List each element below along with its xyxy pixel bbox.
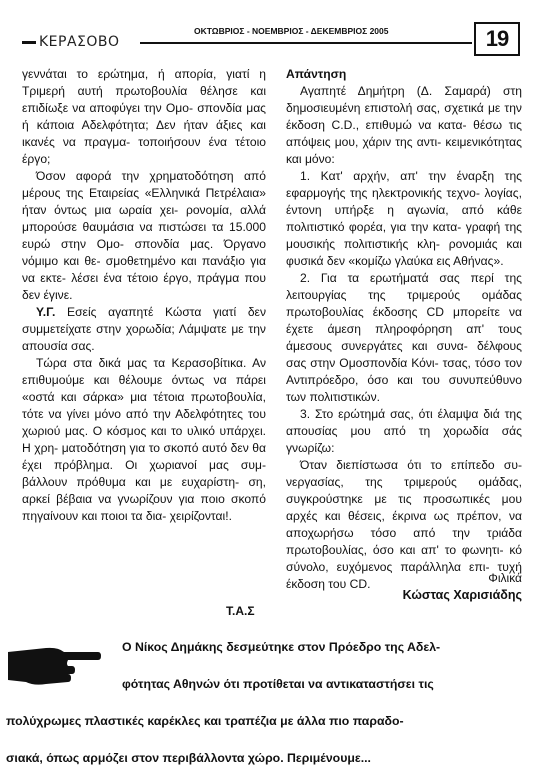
text-line: ρονομία, αλλά μπορούσε θαυμάσια να [22, 203, 266, 234]
text-line: με την απουσία σας. [22, 322, 266, 353]
text-line: πάρει «οστά και σάρκα» μια τέτοια [22, 373, 266, 404]
text-line: λειτουργίας της τριμερούς ομάδας [286, 288, 522, 302]
text-line: κό σύνολο, ευχόμενος παράλληλα επι- [286, 543, 522, 574]
header-rule [140, 42, 472, 44]
reply-heading: Απάντηση [286, 67, 347, 81]
right-paragraph-1 [286, 83, 522, 168]
issue-date: ΟΚΤΩΒΡΙΟΣ - ΝΟΕΜΒΡΙΟΣ - ΔΕΚΕΜΒΡΙΟΣ 2005 [194, 26, 389, 36]
text-line: του συνυπεύθυνο των πολιτιστικών. [286, 373, 522, 404]
text-line: ση, αρκεί βέβαια να γνωρίζουν για [22, 475, 266, 506]
text-line: σάς γνωρίζω: [286, 424, 522, 455]
left-paragraph-2 [22, 168, 266, 304]
text-line: Τώρα στα δικά μας τα Κερασοβίτικα. [36, 356, 253, 370]
text-line: πρωτοβουλίας, όσο και απ' το φωνητι- [286, 543, 510, 557]
text-line: χειρίζονται!. [169, 509, 232, 523]
right-signature: Κώστας Χαρισιάδης [402, 588, 522, 602]
text-line: δεν έγινε. [22, 288, 73, 302]
text-line: κόσμος και το υλικό υπάρχει. Η χρη- [22, 424, 266, 455]
right-paragraph-3 [286, 270, 522, 406]
text-line: τσας, τόσο τον Αντιπρόεδρο, όσο και [286, 356, 522, 387]
magazine-logo [22, 34, 120, 50]
ps-label: Υ.Γ. [36, 305, 56, 319]
closing-block [286, 570, 522, 604]
right-paragraph-4 [286, 406, 522, 457]
text-line: Δεν ήταν άξιες και ικανές να πραγμα- [22, 118, 266, 149]
text-line: Αγαπητέ Δημήτρη (Δ. Σαμαρά) στη [300, 84, 522, 98]
text-line: λέσει ένα τέτοιο έργο, πράγμα που [71, 271, 266, 285]
notice-line-1: Ο Νίκος Δημάκης δεσμεύτηκε στον Πρόεδρο της Αδελ- [122, 640, 441, 654]
text-line: συμμετείχατε στην χορωδία; Λάμψατε [22, 322, 232, 336]
notice-line-4: σιακά, όπως αρμόζει στον περιβάλλοντα χώρο. Περιμένουμε... [6, 751, 371, 765]
text-line: σπονδία μας ή κάποια Αδελφότητα; [22, 101, 267, 132]
text-line: τους άμεσους συνεργάτες και συνα- [286, 322, 522, 353]
logo-text: ΚΕΡΑΣΟΒΟ [39, 34, 120, 50]
text-line: της απουσίας μου από τη χορωδία [286, 407, 522, 438]
text-line: και επιδίωξε να αποφύγει την Ομο- [22, 84, 266, 115]
right-paragraph-2 [286, 168, 522, 270]
text-line: από μέρους της Εταιρείας «Ελληνικά [22, 169, 266, 200]
text-line: σμοθετημένο και πανάξιο για να εκτε- [22, 254, 266, 285]
notice-line-2: φότητας Αθηνών ότι προτίθεται να αντικαταστήσει τις [122, 677, 434, 691]
text-line: νεργασίας, της τριμερούς ομάδας, [286, 475, 522, 489]
text-line: 2. Για τα ερωτήματά σας περί της [300, 271, 522, 285]
logo-bar [22, 41, 36, 44]
text-line: γραφή της μουσικής πολιτιστικής κλη- [286, 220, 522, 251]
left-paragraph-1 [22, 66, 266, 168]
text-line: την Αδελφότητες του χωριού μας. Ο [22, 407, 266, 438]
text-line: Εσείς αγαπητέ Κώστα γιατί δεν [55, 305, 266, 319]
pointing-hand-icon [6, 644, 102, 690]
text-line: με την έκδοση C.D., επιθυμώ να κατα- [286, 101, 522, 132]
notice-line-3: πολύχρωμες πλαστικές καρέκλες και τραπέζια με άλλα πιο παραδο- [6, 714, 404, 728]
left-paragraph-3 [22, 304, 266, 355]
text-line: ματοδότηση για το σκοπό αυτό δεν θα [61, 441, 267, 455]
closing-greeting: Φιλικά [488, 571, 522, 585]
text-line: συγκρούστηκε με τις προσωπικές μου [286, 492, 522, 506]
text-line: να έχετε άμεση πληροφόρηση απ' [286, 305, 522, 336]
text-line: πρωτοβουλίας έκδοσης CD μπορείτε [286, 305, 509, 319]
right-column [286, 66, 522, 593]
text-line: γλαύκα εις Αθήνας». [394, 254, 504, 268]
text-line: Όσον αφορά την χρηματοδότηση [36, 169, 244, 183]
text-line: ποιο σκοπό πηγαίνουν και ποιοι τα δια- [22, 492, 266, 523]
text-line: πρωτοβουλία, τότε να γίνει μόνο από [22, 390, 266, 421]
text-line: 3. Στο ερώτημά σας, ότι έλαμψα διά [300, 407, 505, 421]
text-line: δέλφους σας στην Ομοσπονδία Κόνι- [286, 339, 522, 370]
ps-text [22, 305, 266, 353]
text-line: αρχές και θέσεις, έκρινα ως πρέπον, [286, 509, 509, 523]
left-paragraph-4 [22, 355, 266, 525]
text-line: Αν επιθυμούμε και θέλουμε όντως να [22, 356, 266, 387]
text-line: Όταν διεπίστωσα ότι το επίπεδο συ- [300, 458, 522, 472]
left-signature: Τ.Α.Σ [226, 604, 255, 618]
page-header [22, 22, 520, 56]
text-line: βάλλουν πρόθυμα και με ευχαρίστη- [22, 475, 249, 489]
text-line: Πετρέλαια» ήταν όντως μια ωραία χει- [22, 186, 266, 217]
text-line: 1. Κατ' αρχήν, απ' την έναρξη της [300, 169, 522, 183]
text-line: κάθε πολιτιστικό φορέα, για την κατα- [286, 203, 522, 234]
text-line: έχει πρόβλημα. Οι χωριανοί μας συμ- [22, 458, 266, 472]
text-line: θέσω τις απόψεις μου, χάριν της αντι- [286, 118, 522, 149]
text-line: να αποχωρήσω τόσο από την τριάδα [286, 509, 522, 540]
text-line: γεννάται το ερώτημα, ή απορία, γιατί [22, 67, 260, 81]
page-number: 19 [474, 22, 520, 56]
text-line: σπονδία μας. Όργανο νόμιμο και θε- [22, 237, 266, 268]
text-line: πιστώσει τα 15.000 ευρώ στην Ομο- [22, 220, 266, 251]
text-line: δημοσιευμένη επιστολή σας, σχετικά [286, 101, 488, 115]
notice-box [4, 630, 540, 770]
text-line: εφαρμογής της ηλεκτρονικής τεχνο- [286, 186, 485, 200]
text-line: λογίας, έντονη υπήρξε η αγωνία, από [286, 186, 522, 217]
text-line: κειμενικότητας και μόνο: [286, 135, 522, 166]
text-line: τυχή έκδοση του CD. [286, 560, 522, 591]
text-line: η Τριμερή αυτή πρωτοβουλία θέλησε [22, 67, 266, 98]
text-line: τοποιήσουν ένα τέτοιο έργο; [22, 135, 266, 166]
text-line: ρονομιάς και φυσικά δεν «κομίζω [286, 237, 522, 268]
left-column [22, 66, 266, 525]
